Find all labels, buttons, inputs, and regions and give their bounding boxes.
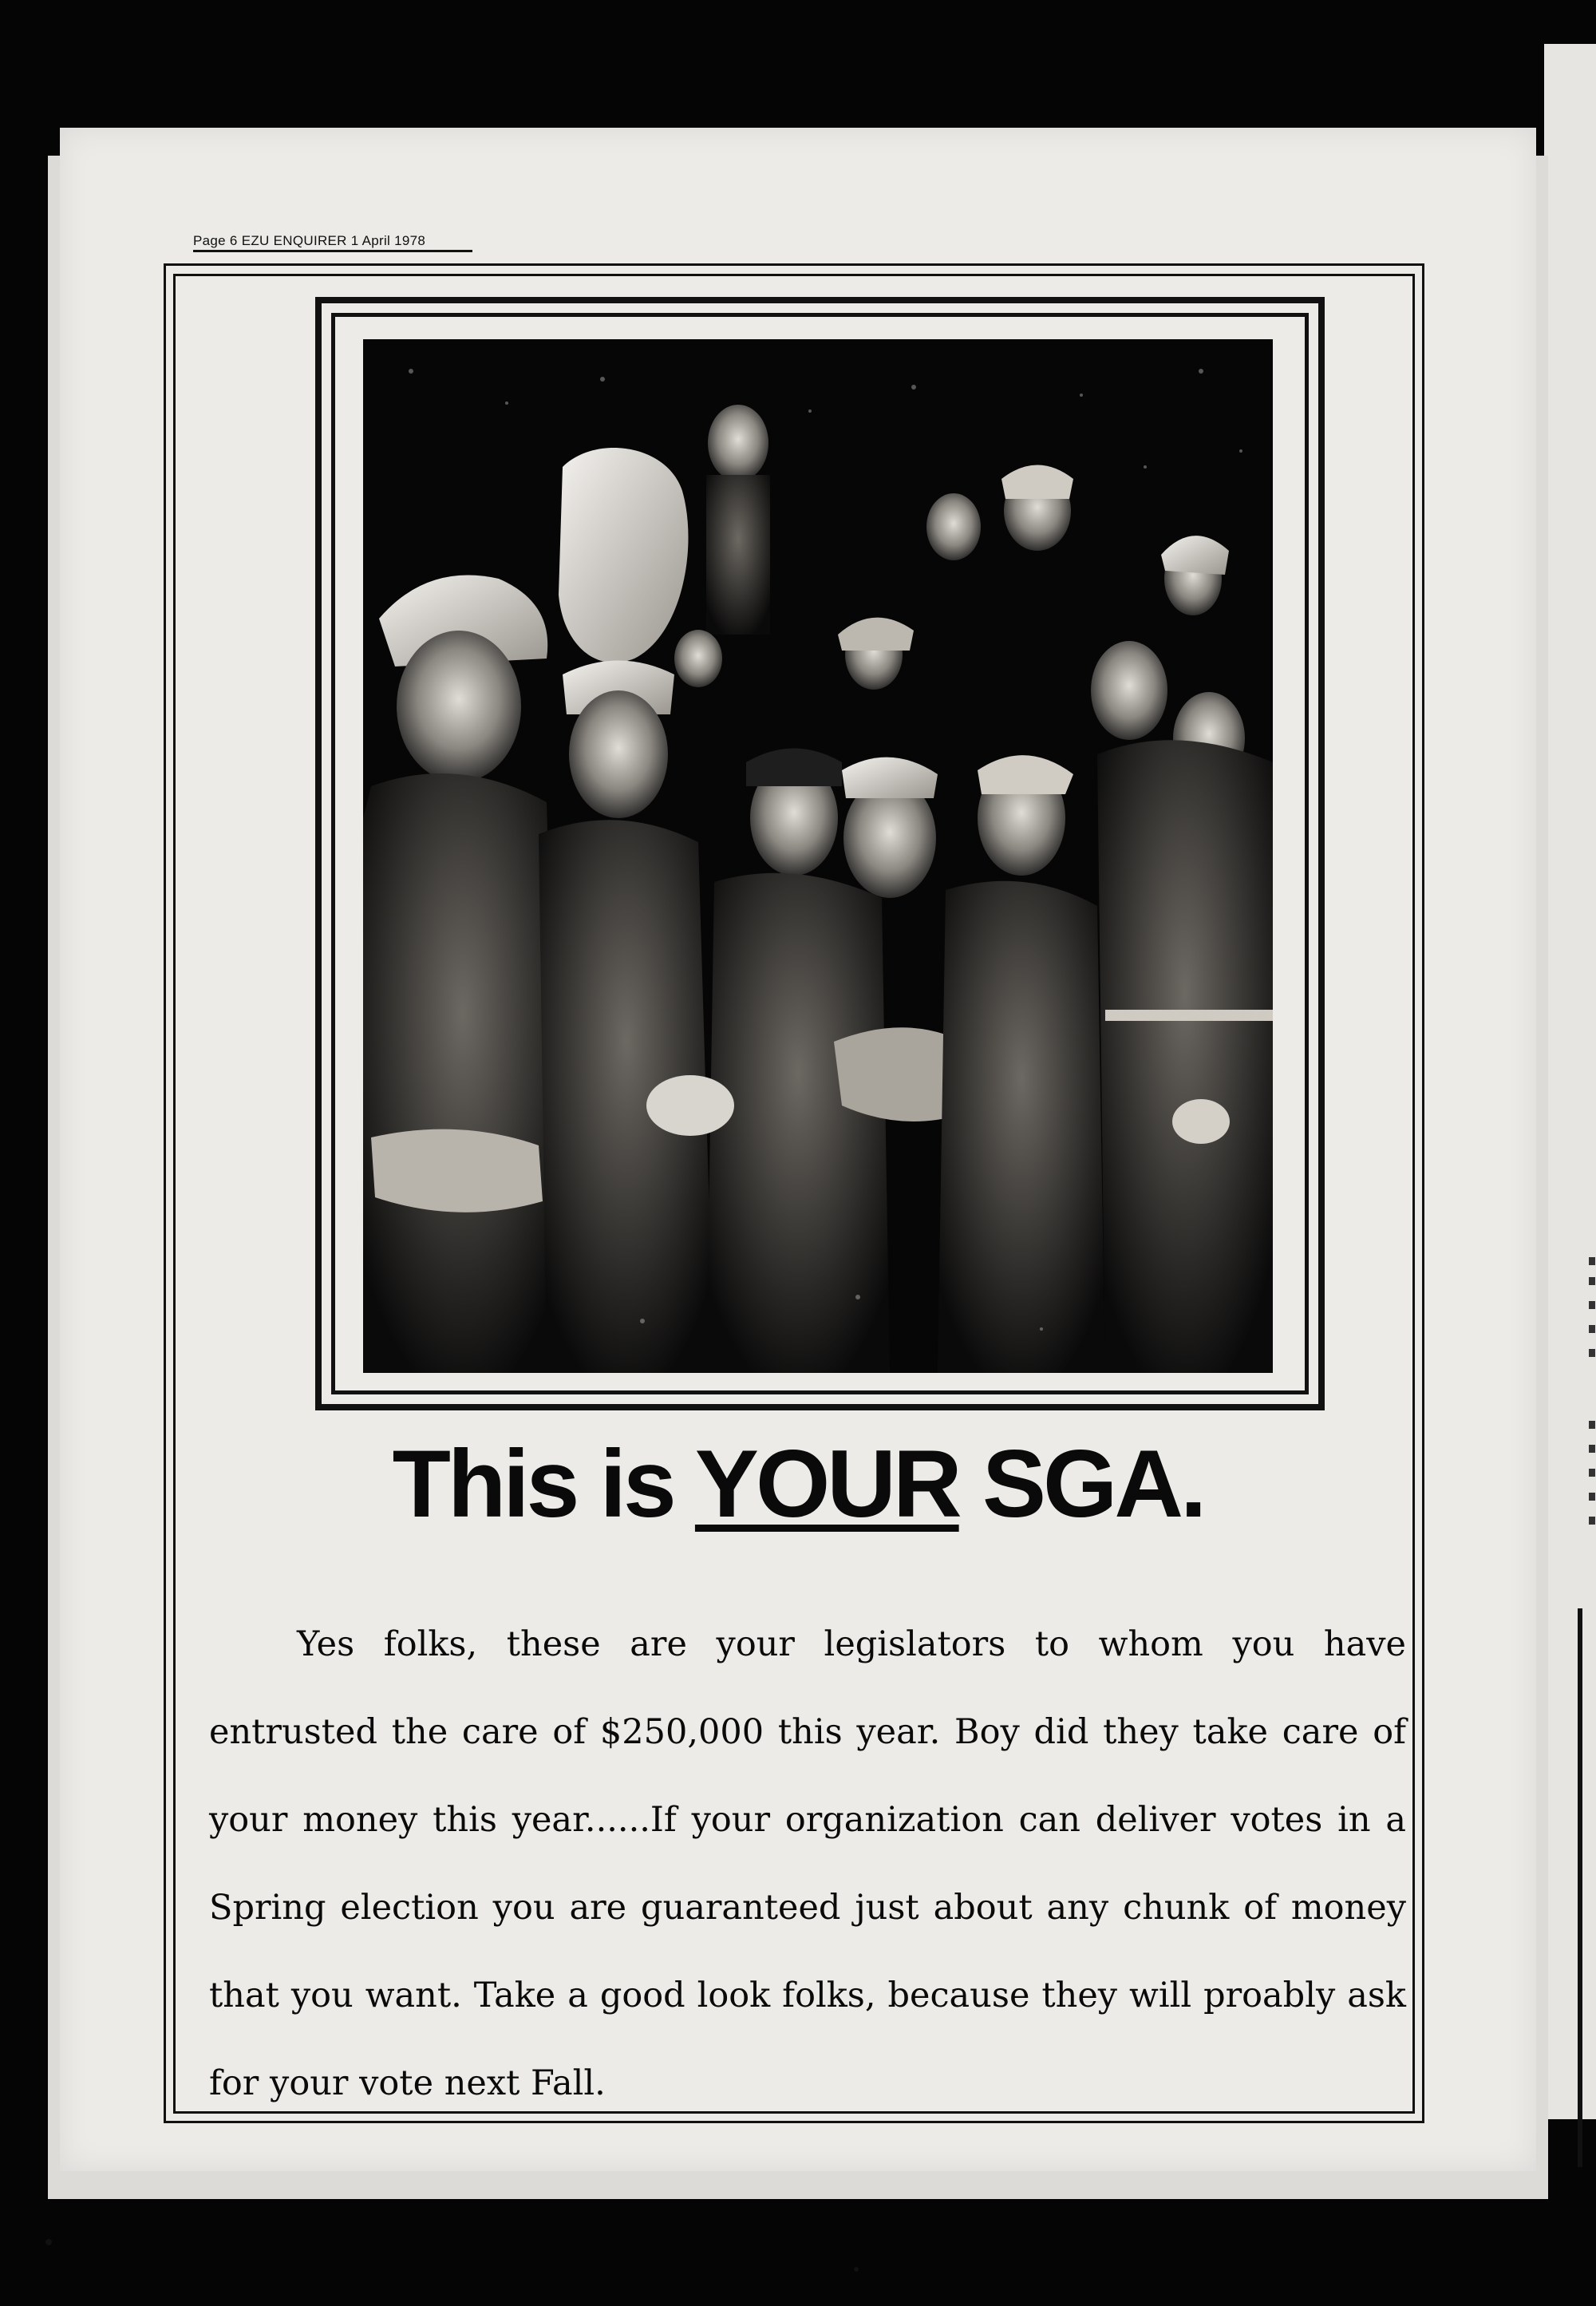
ad-body-text: Yes folks, these are your legislators to whom you have entrusted the care of $250,000 this year. Boy did they take care of your money this year......If your organization can deliver votes in a Spring election you are guaranteed just about any chunk of money that you want. Take a good look folks, because they will proably ask for your vote next Fall. xyxy=(209,1624,1406,2103)
headline-emphasis: YOUR xyxy=(694,1430,959,1537)
legislators-photo xyxy=(363,339,1273,1373)
scan-speck xyxy=(45,2239,52,2245)
adjacent-text-fragment xyxy=(1589,1421,1595,1429)
photo-illustration xyxy=(363,339,1273,1373)
adjacent-text-fragment xyxy=(1589,1257,1595,1265)
headline-suffix: SGA. xyxy=(982,1430,1204,1537)
headline-prefix: This is xyxy=(392,1430,674,1537)
adjacent-page-rule xyxy=(1578,1608,1582,2167)
adjacent-text-fragment xyxy=(1589,1325,1595,1333)
header-underline xyxy=(193,250,472,252)
adjacent-text-fragment xyxy=(1589,1301,1595,1309)
adjacent-page-strip xyxy=(1544,44,1596,2119)
adjacent-text-fragment xyxy=(1589,1349,1595,1357)
adjacent-text-fragment xyxy=(1589,1277,1595,1285)
ad-headline xyxy=(0,1429,1596,1539)
page-header: Page 6 EZU ENQUIRER 1 April 1978 xyxy=(193,233,426,248)
scan-speck xyxy=(854,2267,859,2272)
